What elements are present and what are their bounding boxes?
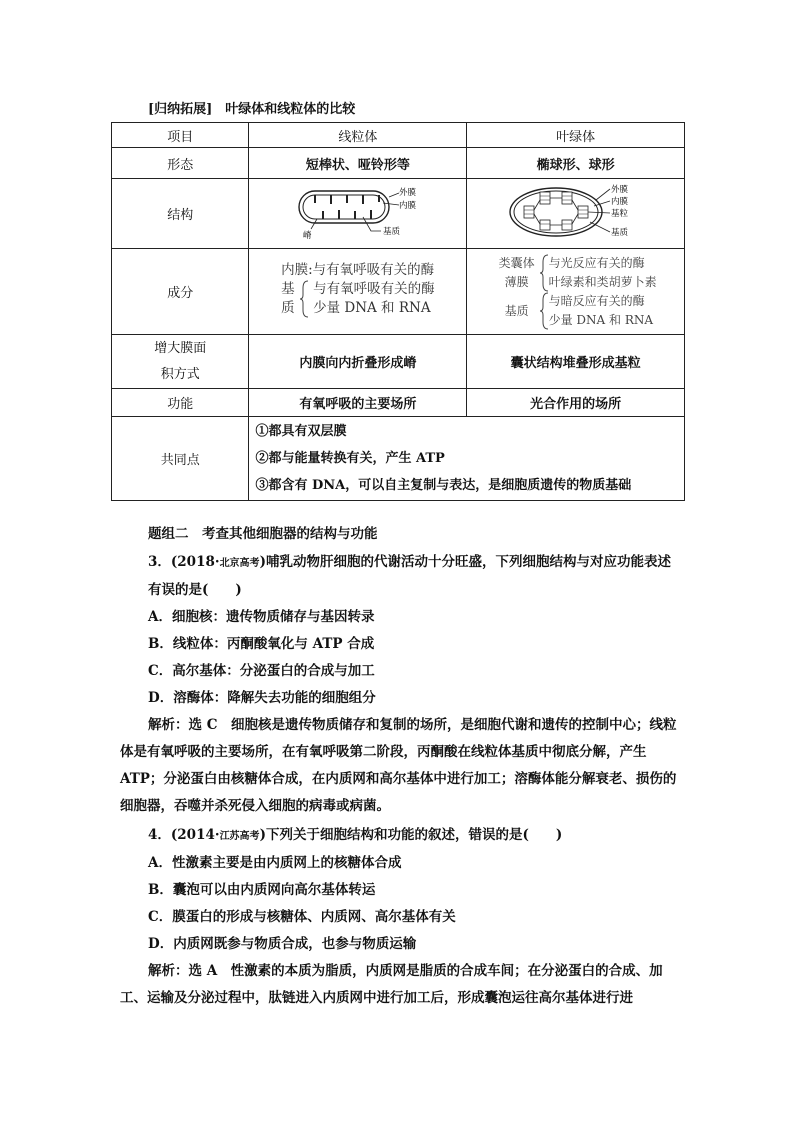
q4-source: 江苏高考 [219,831,260,842]
row-label-structure: 结构 [112,179,249,249]
chloro-stroma-label: 基质 [504,304,529,318]
q3-analysis: 解析：选 C 细胞核是遗传物质储存和复制的场所，是细胞代谢和遗传的控制中心；线粒体是有氧呼吸的主要场所，在有氧呼吸第二阶段，丙酮酸在线粒体基质中彻底分解，产生 ATP；分泌蛋白由核糖体合成，在内质网和高尔基体中进行加工；溶酶体能分解衰老、损伤的细胞器，吞噬并杀死侵入细胞的病毒或病菌。 [120,717,677,814]
mito-matrix-label: 基质 [382,226,400,237]
mito-matrix-item-2: 少量 DNA 和 RNA [313,300,431,316]
mito-matrix-label-2: 质 [281,300,295,316]
q3-option-c: C．高尔基体：分泌蛋白的合成与加工 [148,663,375,679]
q3-stem [120,549,680,604]
common-point-3: ③都含有 DNA，可以自主复制与表达，是细胞质遗传的物质基础 [255,478,632,493]
q3-number: 3．(2018· [148,554,220,570]
q3-option-d: D．溶酶体：降解失去功能的细胞组分 [148,690,376,706]
table-row-structure [112,179,685,249]
mito-structure-cell [249,179,467,249]
header-chloroplast: 叶绿体 [467,123,685,148]
table-row-shape [112,148,685,179]
chloro-shape: 椭球形、球形 [467,148,685,179]
section-title: [归纳拓展] 叶绿体和线粒体的比较 [148,102,356,117]
mito-matrix-label-1: 基 [281,281,295,297]
chloro-composition-cell [467,249,685,335]
chloro-stroma-item-2: 少量 DNA 和 RNA [548,312,654,327]
chloro-stroma-item-1: 与暗反应有关的酶 [548,293,645,308]
row-label-composition: 成分 [112,249,249,335]
q3-stem-text: )哺乳动物肝细胞的代谢活动十分旺盛，下列细胞结构与对应功能表述有误的是( ) [148,554,671,598]
common-point-1: ①都具有双层膜 [255,424,347,439]
table-header-row [112,123,685,148]
q3-source: 北京高考 [219,558,260,569]
mito-matrix-brace-icon [299,280,309,318]
mito-function: 有氧呼吸的主要场所 [249,389,467,417]
q4-option-d: D．内质网既参与物质合成，也参与物质运输 [148,936,417,952]
q4-option-c: C．膜蛋白的形成与核糖体、内质网、高尔基体有关 [148,909,456,925]
header-item: 项目 [112,123,249,148]
chloro-function: 光合作用的场所 [467,389,685,417]
chloro-stroma-brace-icon [539,292,549,330]
chloro-thylakoid-item-2: 叶绿素和类胡萝卜素 [548,274,657,289]
chloro-structure-cell [467,179,685,249]
mito-composition-cell [249,249,467,335]
q3-option-a: A．细胞核：遗传物质储存与基因转录 [148,609,375,625]
mito-membrane: 内膜向内折叠形成嵴 [249,335,467,389]
mito-matrix-item-1: 与有氧呼吸有关的酶 [313,281,435,297]
chloro-inner-label: 内膜 [610,196,628,207]
chloro-granum-label: 基粒 [610,208,628,219]
table-row-membrane [112,335,685,389]
mitochondrion-diagram [293,183,423,241]
row-label-membrane-1: 增大膜面 [154,340,207,356]
question-4 [120,822,680,1012]
row-label-shape: 形态 [112,148,249,179]
row-label-membrane-2: 积方式 [160,366,200,382]
chloro-membrane: 囊状结构堆叠形成基粒 [467,335,685,389]
q4-stem-text: )下列关于细胞结构和功能的叙述，错误的是( ) [259,827,563,843]
chloroplast-diagram [506,182,646,242]
header-mitochondria: 线粒体 [249,123,467,148]
q4-stem [120,822,680,850]
chloro-outer-label: 外膜 [610,184,628,195]
mito-crista-label: 嵴 [302,230,312,241]
row-label-common: 共同点 [112,417,249,501]
row-label-function: 功能 [112,389,249,417]
table-row-composition [112,249,685,335]
chloro-thylakoid-label-2: 薄膜 [504,274,529,289]
mito-inner-label: 内膜 [398,200,416,211]
q4-option-b: B．囊泡可以由内质网向高尔基体转运 [148,882,376,898]
common-points-cell [249,417,685,501]
q4-analysis: 解析：选 A 性激素的本质为脂质，内质网是脂质的合成车间；在分泌蛋白的合成、加工、运输及分泌过程中，肽链进入内质网中进行加工后，形成囊泡运往高尔基体进行进 [120,963,663,1006]
comparison-table [111,122,685,501]
q4-option-a: A．性激素主要是由内质网上的核糖体合成 [148,855,402,871]
mito-inner-membrane-text: 内膜:与有氧呼吸有关的酶 [281,262,435,278]
group-title: 题组二 考查其他细胞器的结构与功能 [148,526,378,542]
chloro-stroma-label: 基质 [610,227,628,238]
question-3 [120,549,680,820]
table-row-function [112,389,685,417]
chloro-thylakoid-item-1: 与光反应有关的酶 [548,255,645,270]
common-point-2: ②都与能量转换有关，产生 ATP [255,451,445,466]
mito-shape: 短棒状、哑铃形等 [249,148,467,179]
q3-option-b: B．线粒体：丙酮酸氧化与 ATP 合成 [148,636,375,652]
chloro-thylakoid-label-1: 类囊体 [498,255,535,270]
table-row-common [112,417,685,501]
mito-outer-label: 外膜 [398,187,416,198]
chloro-thylakoid-brace-icon [539,254,549,292]
q4-number: 4．(2014· [148,827,220,843]
row-label-membrane [112,335,249,389]
